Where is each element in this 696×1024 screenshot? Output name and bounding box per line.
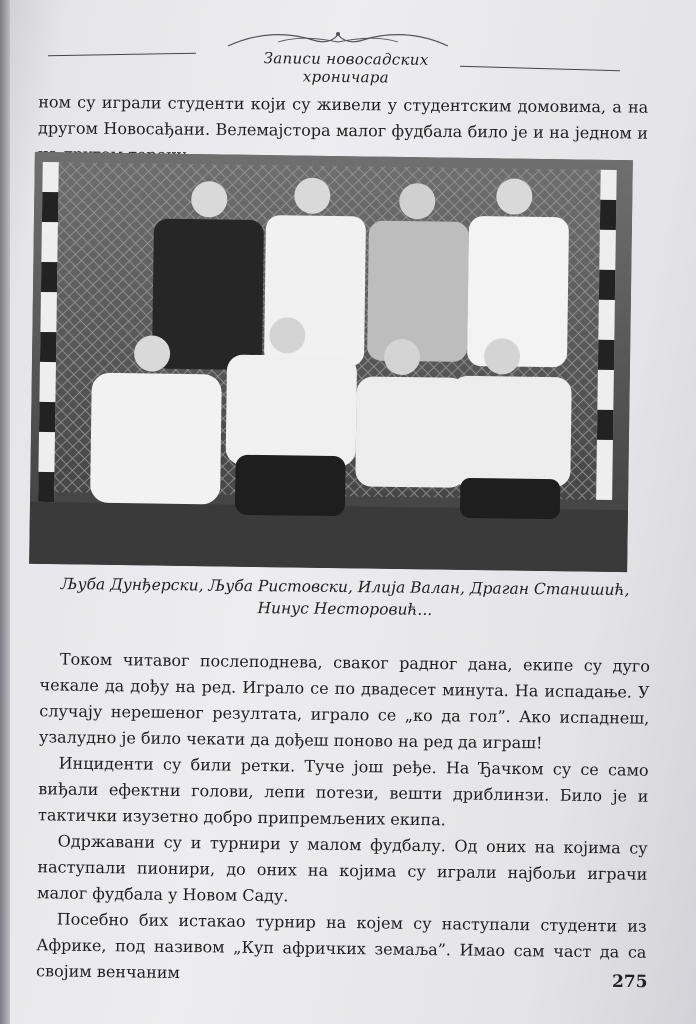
paragraph-2: Инциденти су били ретки. Туче још ређе. На Ђачком су се само виђали ефектни голови, лепи потези, вешти дриблинзи. Било је и тактички изузетно добро припремљених екипа. <box>37 753 649 830</box>
main-text-block <box>36 646 650 991</box>
top-paragraph: ном су играли студенти који су живели у студентским домовима, а на другом Новосађани. Велемајстора малог фудбала било је и на једном и <box>37 92 649 143</box>
header-rule-left <box>48 53 196 57</box>
photo-caption: Љуба Дунђерски, Љуба Ристовски, Илија Валан, Драган Станишић, Нинус Несторовић... <box>60 575 630 619</box>
paragraph-1: Током читавог послеподнева, сваког радног дана, екипе су дуго чекале да дођу на ред. Играло се по двадесет минута. На испадање. У случају нерешеног резултата, играло се „ко да гол”. Ако испаднеш, узалудно је било чекати да дођеш поново на ред да играш! <box>38 649 651 753</box>
page-binding-edge <box>0 0 10 1024</box>
paragraph-4: Посебно бих истакао турнир на којем су наступали студенти из Африке, под називом „Куп афричких земаља”. Имао сам част да са својим венчаним <box>36 909 647 983</box>
running-header-title: Записи новосадских хроничара <box>263 49 429 87</box>
header-rule-right <box>460 66 620 71</box>
paragraph-3: Одржавани су и турнири у малом фудбалу. Од оних на којима су наступали пионири, до оних на којима су играли најбољи играчи малог фудбала у Новом Саду. <box>36 831 648 906</box>
team-photo-image <box>29 152 633 572</box>
page-number: 275 <box>611 971 648 993</box>
running-header <box>48 20 618 87</box>
team-photo <box>29 152 633 572</box>
